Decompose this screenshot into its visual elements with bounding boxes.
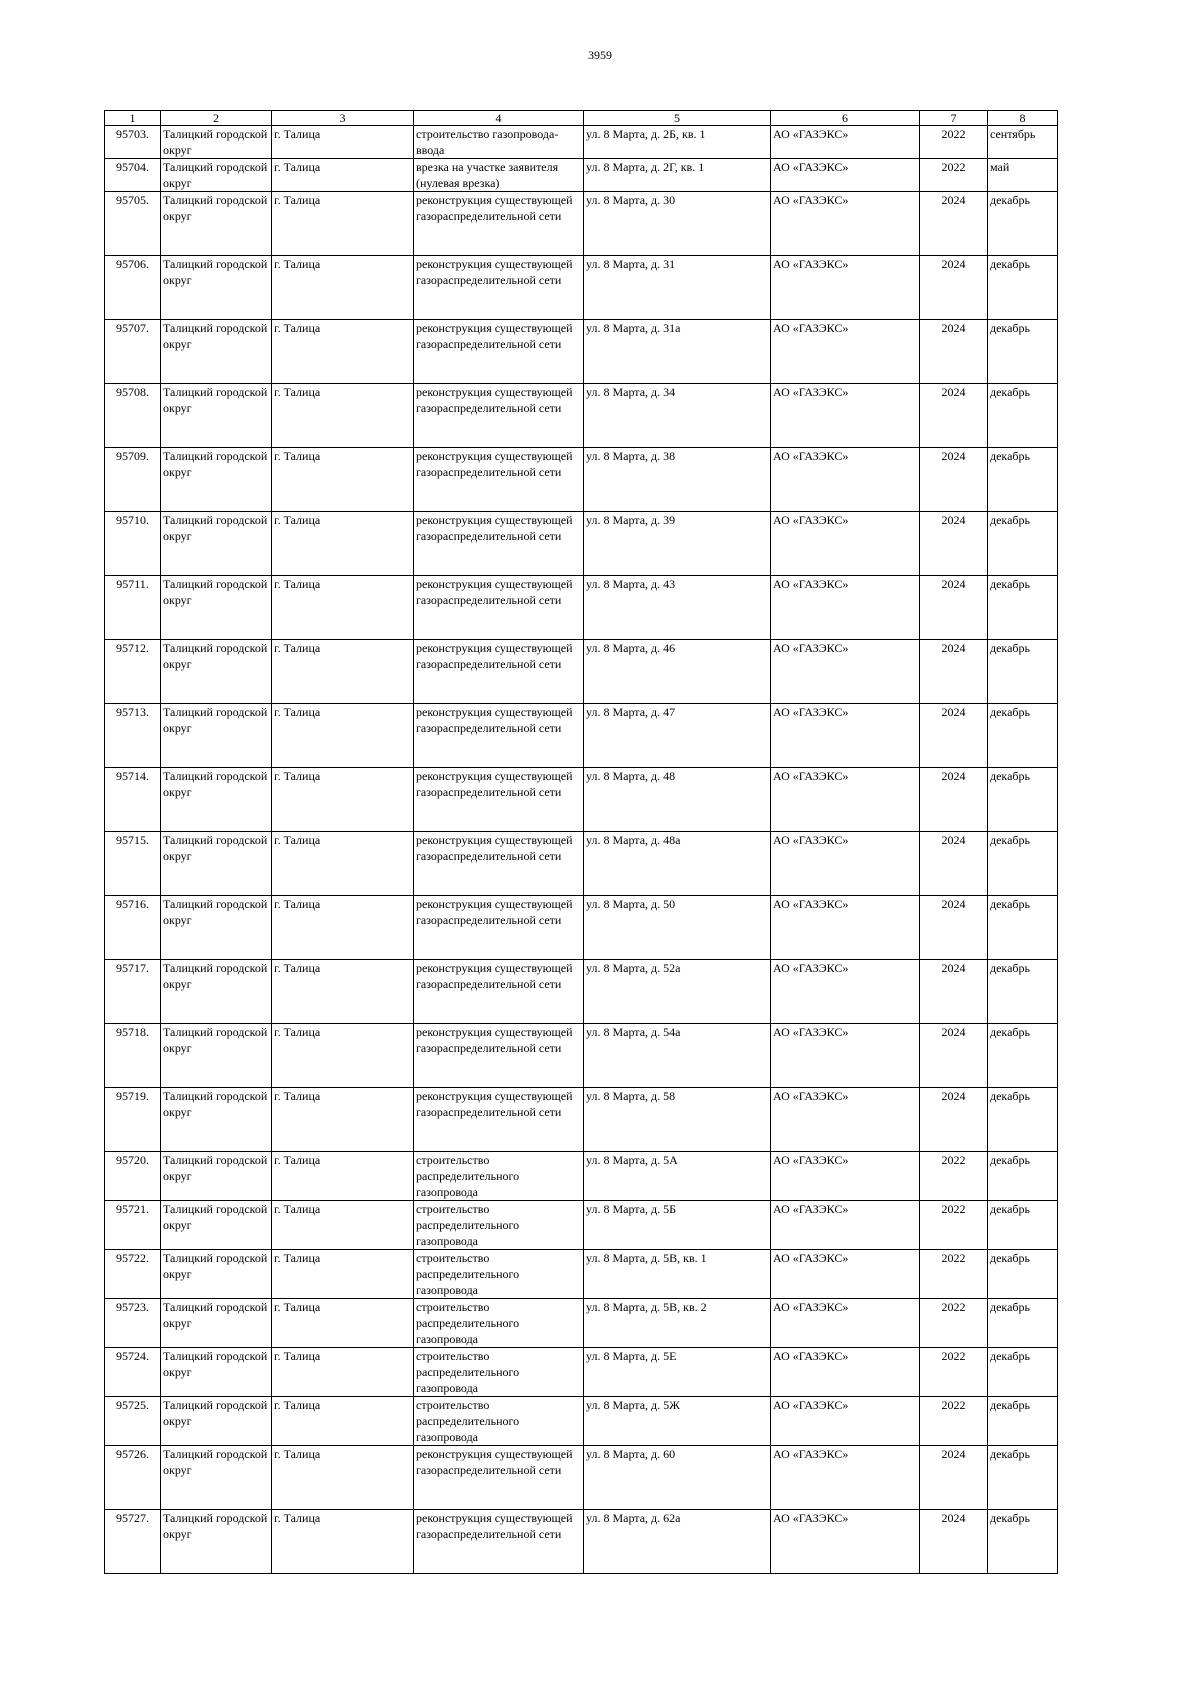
year-cell: 2022 [920, 159, 988, 192]
work-type-cell: реконструкция существующей газораспределительной сети [414, 256, 584, 320]
district-cell: Талицкий городской округ [161, 159, 272, 192]
work-type-cell: реконструкция существующей газораспределительной сети [414, 1446, 584, 1510]
year-cell: 2022 [920, 1299, 988, 1348]
work-type-cell: реконструкция существующей газораспределительной сети [414, 448, 584, 512]
organization-cell: АО «ГАЗЭКС» [771, 256, 920, 320]
month-cell: декабрь [988, 768, 1058, 832]
year-cell: 2024 [920, 320, 988, 384]
address-cell: ул. 8 Марта, д. 47 [584, 704, 771, 768]
column-header: 7 [920, 111, 988, 126]
locality-cell: г. Талица [272, 448, 414, 512]
address-cell: ул. 8 Марта, д. 5В, кв. 1 [584, 1250, 771, 1299]
month-cell: декабрь [988, 1510, 1058, 1574]
column-header: 3 [272, 111, 414, 126]
locality-cell: г. Талица [272, 320, 414, 384]
locality-cell: г. Талица [272, 1510, 414, 1574]
district-cell: Талицкий городской округ [161, 576, 272, 640]
work-type-cell: реконструкция существующей газораспределительной сети [414, 640, 584, 704]
organization-cell: АО «ГАЗЭКС» [771, 576, 920, 640]
year-cell: 2024 [920, 704, 988, 768]
row-number: 95717. [105, 960, 161, 1024]
work-type-cell: реконструкция существующей газораспределительной сети [414, 768, 584, 832]
table-row [105, 640, 1058, 704]
row-number: 95707. [105, 320, 161, 384]
table-row [105, 1250, 1058, 1299]
organization-cell: АО «ГАЗЭКС» [771, 192, 920, 256]
table-row [105, 576, 1058, 640]
table-row [105, 448, 1058, 512]
organization-cell: АО «ГАЗЭКС» [771, 1250, 920, 1299]
year-cell: 2022 [920, 1250, 988, 1299]
month-cell: декабрь [988, 1299, 1058, 1348]
year-cell: 2022 [920, 1397, 988, 1446]
work-type-cell: реконструкция существующей газораспределительной сети [414, 704, 584, 768]
address-cell: ул. 8 Марта, д. 5В, кв. 2 [584, 1299, 771, 1348]
column-header: 4 [414, 111, 584, 126]
row-number: 95713. [105, 704, 161, 768]
column-header: 2 [161, 111, 272, 126]
locality-cell: г. Талица [272, 1446, 414, 1510]
year-cell: 2024 [920, 768, 988, 832]
organization-cell: АО «ГАЗЭКС» [771, 320, 920, 384]
address-cell: ул. 8 Марта, д. 31а [584, 320, 771, 384]
district-cell: Талицкий городской округ [161, 384, 272, 448]
address-cell: ул. 8 Марта, д. 50 [584, 896, 771, 960]
row-number: 95709. [105, 448, 161, 512]
table-row [105, 1299, 1058, 1348]
table-row [105, 768, 1058, 832]
year-cell: 2022 [920, 1348, 988, 1397]
table-body [105, 126, 1058, 1574]
organization-cell: АО «ГАЗЭКС» [771, 126, 920, 159]
year-cell: 2024 [920, 896, 988, 960]
row-number: 95712. [105, 640, 161, 704]
year-cell: 2024 [920, 640, 988, 704]
district-cell: Талицкий городской округ [161, 1152, 272, 1201]
address-cell: ул. 8 Марта, д. 34 [584, 384, 771, 448]
locality-cell: г. Талица [272, 192, 414, 256]
work-type-cell: реконструкция существующей газораспределительной сети [414, 576, 584, 640]
month-cell: декабрь [988, 1024, 1058, 1088]
row-number: 95720. [105, 1152, 161, 1201]
table-row [105, 1348, 1058, 1397]
organization-cell: АО «ГАЗЭКС» [771, 1397, 920, 1446]
work-type-cell: строительство распределительного газопровода [414, 1348, 584, 1397]
address-cell: ул. 8 Марта, д. 58 [584, 1088, 771, 1152]
district-cell: Талицкий городской округ [161, 320, 272, 384]
month-cell: декабрь [988, 704, 1058, 768]
district-cell: Талицкий городской округ [161, 896, 272, 960]
table-row [105, 384, 1058, 448]
work-type-cell: реконструкция существующей газораспределительной сети [414, 320, 584, 384]
month-cell: декабрь [988, 1201, 1058, 1250]
month-cell: декабрь [988, 448, 1058, 512]
address-cell: ул. 8 Марта, д. 2Б, кв. 1 [584, 126, 771, 159]
column-header: 8 [988, 111, 1058, 126]
work-type-cell: реконструкция существующей газораспределительной сети [414, 192, 584, 256]
district-cell: Талицкий городской округ [161, 1024, 272, 1088]
year-cell: 2024 [920, 832, 988, 896]
work-type-cell: реконструкция существующей газораспределительной сети [414, 1024, 584, 1088]
organization-cell: АО «ГАЗЭКС» [771, 512, 920, 576]
work-type-cell: врезка на участке заявителя (нулевая врезка) [414, 159, 584, 192]
address-cell: ул. 8 Марта, д. 30 [584, 192, 771, 256]
month-cell: декабрь [988, 1088, 1058, 1152]
year-cell: 2024 [920, 1510, 988, 1574]
work-type-cell: строительство распределительного газопровода [414, 1152, 584, 1201]
month-cell: декабрь [988, 1348, 1058, 1397]
year-cell: 2024 [920, 448, 988, 512]
address-cell: ул. 8 Марта, д. 46 [584, 640, 771, 704]
row-number: 95726. [105, 1446, 161, 1510]
row-number: 95715. [105, 832, 161, 896]
locality-cell: г. Талица [272, 159, 414, 192]
work-type-cell: реконструкция существующей газораспределительной сети [414, 1510, 584, 1574]
row-number: 95711. [105, 576, 161, 640]
table-row [105, 832, 1058, 896]
organization-cell: АО «ГАЗЭКС» [771, 768, 920, 832]
locality-cell: г. Талица [272, 1024, 414, 1088]
address-cell: ул. 8 Марта, д. 60 [584, 1446, 771, 1510]
table-row [105, 512, 1058, 576]
organization-cell: АО «ГАЗЭКС» [771, 1299, 920, 1348]
locality-cell: г. Талица [272, 640, 414, 704]
organization-cell: АО «ГАЗЭКС» [771, 704, 920, 768]
district-cell: Талицкий городской округ [161, 960, 272, 1024]
work-type-cell: реконструкция существующей газораспределительной сети [414, 896, 584, 960]
district-cell: Талицкий городской округ [161, 704, 272, 768]
table-row [105, 1088, 1058, 1152]
organization-cell: АО «ГАЗЭКС» [771, 1024, 920, 1088]
year-cell: 2022 [920, 126, 988, 159]
district-cell: Талицкий городской округ [161, 448, 272, 512]
month-cell: сентябрь [988, 126, 1058, 159]
month-cell: май [988, 159, 1058, 192]
district-cell: Талицкий городской округ [161, 1201, 272, 1250]
address-cell: ул. 8 Марта, д. 2Г, кв. 1 [584, 159, 771, 192]
table-row [105, 126, 1058, 159]
district-cell: Талицкий городской округ [161, 1446, 272, 1510]
district-cell: Талицкий городской округ [161, 1088, 272, 1152]
table-row [105, 704, 1058, 768]
district-cell: Талицкий городской округ [161, 1510, 272, 1574]
year-cell: 2024 [920, 1088, 988, 1152]
year-cell: 2024 [920, 1024, 988, 1088]
locality-cell: г. Талица [272, 1250, 414, 1299]
district-cell: Талицкий городской округ [161, 126, 272, 159]
address-cell: ул. 8 Марта, д. 38 [584, 448, 771, 512]
table-row [105, 192, 1058, 256]
district-cell: Талицкий городской округ [161, 832, 272, 896]
table-header [105, 111, 1058, 126]
organization-cell: АО «ГАЗЭКС» [771, 1152, 920, 1201]
year-cell: 2024 [920, 1446, 988, 1510]
organization-cell: АО «ГАЗЭКС» [771, 1348, 920, 1397]
locality-cell: г. Талица [272, 704, 414, 768]
organization-cell: АО «ГАЗЭКС» [771, 1446, 920, 1510]
organization-cell: АО «ГАЗЭКС» [771, 1510, 920, 1574]
row-number: 95718. [105, 1024, 161, 1088]
work-type-cell: строительство газопровода-ввода [414, 126, 584, 159]
work-type-cell: реконструкция существующей газораспределительной сети [414, 832, 584, 896]
organization-cell: АО «ГАЗЭКС» [771, 960, 920, 1024]
row-number: 95704. [105, 159, 161, 192]
column-header: 1 [105, 111, 161, 126]
organization-cell: АО «ГАЗЭКС» [771, 896, 920, 960]
month-cell: декабрь [988, 512, 1058, 576]
address-cell: ул. 8 Марта, д. 52а [584, 960, 771, 1024]
table-row [105, 256, 1058, 320]
address-cell: ул. 8 Марта, д. 39 [584, 512, 771, 576]
address-cell: ул. 8 Марта, д. 54а [584, 1024, 771, 1088]
year-cell: 2024 [920, 192, 988, 256]
district-cell: Талицкий городской округ [161, 1348, 272, 1397]
organization-cell: АО «ГАЗЭКС» [771, 640, 920, 704]
row-number: 95725. [105, 1397, 161, 1446]
locality-cell: г. Талица [272, 256, 414, 320]
organization-cell: АО «ГАЗЭКС» [771, 159, 920, 192]
row-number: 95714. [105, 768, 161, 832]
work-type-cell: строительство распределительного газопровода [414, 1201, 584, 1250]
column-header: 5 [584, 111, 771, 126]
year-cell: 2022 [920, 1152, 988, 1201]
year-cell: 2024 [920, 960, 988, 1024]
address-cell: ул. 8 Марта, д. 5Ж [584, 1397, 771, 1446]
work-type-cell: строительство распределительного газопровода [414, 1250, 584, 1299]
address-cell: ул. 8 Марта, д. 48а [584, 832, 771, 896]
row-number: 95724. [105, 1348, 161, 1397]
month-cell: декабрь [988, 640, 1058, 704]
table-row [105, 1397, 1058, 1446]
row-number: 95706. [105, 256, 161, 320]
month-cell: декабрь [988, 384, 1058, 448]
locality-cell: г. Талица [272, 960, 414, 1024]
address-cell: ул. 8 Марта, д. 31 [584, 256, 771, 320]
row-number: 95722. [105, 1250, 161, 1299]
address-cell: ул. 8 Марта, д. 5А [584, 1152, 771, 1201]
month-cell: декабрь [988, 320, 1058, 384]
page-number: 3959 [588, 48, 612, 62]
year-cell: 2024 [920, 384, 988, 448]
locality-cell: г. Талица [272, 1348, 414, 1397]
address-cell: ул. 8 Марта, д. 5Е [584, 1348, 771, 1397]
row-number: 95705. [105, 192, 161, 256]
district-cell: Талицкий городской округ [161, 512, 272, 576]
work-type-cell: реконструкция существующей газораспределительной сети [414, 960, 584, 1024]
table-row [105, 1201, 1058, 1250]
locality-cell: г. Талица [272, 896, 414, 960]
locality-cell: г. Талица [272, 576, 414, 640]
row-number: 95723. [105, 1299, 161, 1348]
locality-cell: г. Талица [272, 768, 414, 832]
table-row [105, 1446, 1058, 1510]
row-number: 95719. [105, 1088, 161, 1152]
work-type-cell: реконструкция существующей газораспределительной сети [414, 1088, 584, 1152]
table-row [105, 320, 1058, 384]
district-cell: Талицкий городской округ [161, 1250, 272, 1299]
organization-cell: АО «ГАЗЭКС» [771, 1088, 920, 1152]
month-cell: декабрь [988, 576, 1058, 640]
work-type-cell: реконструкция существующей газораспределительной сети [414, 512, 584, 576]
table-row [105, 896, 1058, 960]
district-cell: Талицкий городской округ [161, 768, 272, 832]
table-row [105, 960, 1058, 1024]
address-cell: ул. 8 Марта, д. 5Б [584, 1201, 771, 1250]
locality-cell: г. Талица [272, 1152, 414, 1201]
table-row [105, 1510, 1058, 1574]
year-cell: 2022 [920, 1201, 988, 1250]
row-number: 95710. [105, 512, 161, 576]
locality-cell: г. Талица [272, 1299, 414, 1348]
organization-cell: АО «ГАЗЭКС» [771, 1201, 920, 1250]
work-type-cell: строительство распределительного газопровода [414, 1299, 584, 1348]
month-cell: декабрь [988, 960, 1058, 1024]
month-cell: декабрь [988, 832, 1058, 896]
month-cell: декабрь [988, 1446, 1058, 1510]
table-row [105, 1152, 1058, 1201]
district-cell: Талицкий городской округ [161, 1299, 272, 1348]
month-cell: декабрь [988, 256, 1058, 320]
column-header: 6 [771, 111, 920, 126]
address-cell: ул. 8 Марта, д. 62а [584, 1510, 771, 1574]
row-number: 95703. [105, 126, 161, 159]
address-cell: ул. 8 Марта, д. 43 [584, 576, 771, 640]
row-number: 95721. [105, 1201, 161, 1250]
locality-cell: г. Талица [272, 126, 414, 159]
row-number: 95727. [105, 1510, 161, 1574]
year-cell: 2024 [920, 256, 988, 320]
organization-cell: АО «ГАЗЭКС» [771, 448, 920, 512]
table-row [105, 159, 1058, 192]
month-cell: декабрь [988, 1397, 1058, 1446]
work-type-cell: строительство распределительного газопровода [414, 1397, 584, 1446]
organization-cell: АО «ГАЗЭКС» [771, 384, 920, 448]
locality-cell: г. Талица [272, 512, 414, 576]
data-table [104, 110, 1058, 1574]
address-cell: ул. 8 Марта, д. 48 [584, 768, 771, 832]
header-row [105, 111, 1058, 126]
district-cell: Талицкий городской округ [161, 640, 272, 704]
locality-cell: г. Талица [272, 832, 414, 896]
month-cell: декабрь [988, 192, 1058, 256]
locality-cell: г. Талица [272, 1088, 414, 1152]
locality-cell: г. Талица [272, 384, 414, 448]
month-cell: декабрь [988, 1152, 1058, 1201]
month-cell: декабрь [988, 1250, 1058, 1299]
year-cell: 2024 [920, 576, 988, 640]
month-cell: декабрь [988, 896, 1058, 960]
table-row [105, 1024, 1058, 1088]
year-cell: 2024 [920, 512, 988, 576]
row-number: 95708. [105, 384, 161, 448]
district-cell: Талицкий городской округ [161, 256, 272, 320]
work-type-cell: реконструкция существующей газораспределительной сети [414, 384, 584, 448]
district-cell: Талицкий городской округ [161, 1397, 272, 1446]
row-number: 95716. [105, 896, 161, 960]
organization-cell: АО «ГАЗЭКС» [771, 832, 920, 896]
district-cell: Талицкий городской округ [161, 192, 272, 256]
locality-cell: г. Талица [272, 1397, 414, 1446]
locality-cell: г. Талица [272, 1201, 414, 1250]
